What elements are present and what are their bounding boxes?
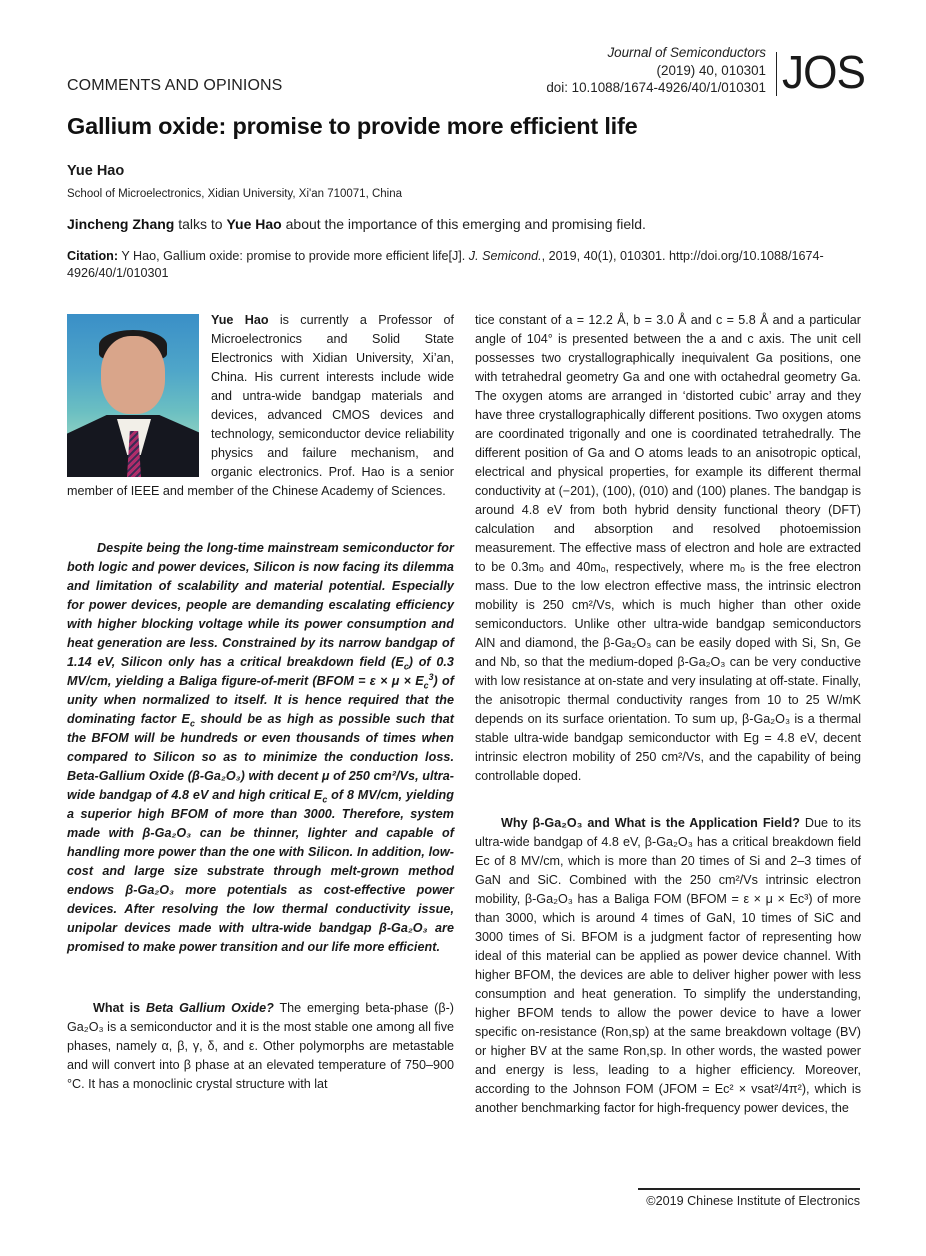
journal-name: Journal of Semiconductors	[607, 45, 766, 60]
copyright-notice: ©2019 Chinese Institute of Electronics	[646, 1194, 860, 1208]
section-heading: What is	[93, 1001, 146, 1015]
bio-text: is currently a Professor of Microelectronics and Solid State Electronics with Xidian University, Xi’an, China. His current interests include wide and untra-wide bandgap materials and devices, advanced CMOS devices and technology, semiconductor device reliability physics and failure mechanism, and organic electronics. Prof. Hao is a senior member of IEEE and member of the Chinese Academy of Sciences.	[67, 313, 454, 498]
superscript: 3	[428, 671, 434, 682]
crystal-structure-paragraph: tice constant of a = 12.2 Å, b = 3.0 Å and c = 5.8 Å and a particular angle of 104° is presented between the a and c axis. The unit cell possesses two crystallographically inequivalent Ga positions, one with tetrahedral geometry Ga and one with octahedral geometry Ga. The oxygen atoms are arranged in ‘distorted cubic’ array and they have three crystallographically different positions. Two oxygen atoms are coordinated trigonally and one is coordinated tetrahedrally. The different position of Ga and O atoms leads to an anisotropic optical, electrical and physical properties, for example its different thermal conductivity at (−201), (100), (010) and (100) planes. The bandgap is around 4.8 eV from both hybrid density functional theory (DFT) calculation and absorption and resolved photoemission measurement. The effective mass of electron and hole are extracted to be 0.3mₒ and 40mₒ, respectively, where mₒ is the free electron mass. Due to the low electron effective mass, the intrinsic electron mobility is 250 cm²/Vs, which is much higher than other oxide semiconductors. Unlike other ultra-wide bandgap semiconductors AlN and diamond, the β-Ga₂O₃ can be easily doped with Si, Sn, Ge and Nb, so that the medium-doped β-Ga₂O₃ can be very conductive with low resistance at on-state and very insulating at off-state. Finally, the anisotropic thermal conductivity ranges from 10 to 25 W/mK depends on its surface orientation. To sum up, β-Ga₂O₃ is a thermal stable ultra-wide bandgap semiconductor with Eg = 4.8 eV, decent intrinsic electron mobility of 250 cm²/Vs, and the capability of being controllable doped.	[475, 313, 861, 783]
abstract	[67, 539, 454, 957]
subscript: c	[403, 661, 409, 672]
photo-face	[101, 336, 165, 414]
bio-name: Yue Hao	[211, 313, 269, 327]
teaser-text: talks to	[174, 216, 227, 232]
left-column	[67, 311, 454, 1094]
section-heading: Why β-Ga₂O₃ and What is the Application Field?	[501, 816, 800, 830]
section-label: COMMENTS AND OPINIONS	[67, 77, 283, 94]
author-photo	[67, 314, 199, 477]
abstract-text: ) of unity when normalized to itself. It is hence required that the dominating factor E	[67, 674, 454, 726]
teaser-line	[67, 216, 646, 232]
abstract-text: ) of 0.3 MV/cm, yielding a Baliga figure-of-merit (BFOM = ε × μ × E	[67, 655, 454, 688]
section-what-is-beta-gallium-oxide	[67, 999, 454, 1094]
interviewee-name: Yue Hao	[226, 216, 282, 232]
teaser-text: about the importance of this emerging and promising field.	[281, 216, 646, 232]
section-heading-emphasis: Beta Gallium Oxide?	[145, 1001, 274, 1015]
author-affiliation: School of Microelectronics, Xidian University, Xi'an 710071, China	[67, 188, 403, 200]
doi-link[interactable]: doi: 10.1088/1674-4926/40/1/010301	[546, 80, 766, 95]
logo-divider	[776, 52, 777, 96]
journal-info	[546, 44, 766, 97]
citation	[67, 248, 862, 282]
citation-doi-link[interactable]: , 2019, 40(1), 010301. http://doi.org/10.1088/1674-4926/40/1/010301	[67, 249, 824, 280]
footer-rule	[638, 1188, 860, 1190]
section-body: Due to its ultra-wide bandgap of 4.8 eV, β-Ga₂O₃ has a critical breakdown field Ec of 8 MV/cm, which is more than 20 times of Si and 2–3 times of GaN and SiC. Combined with the 250 cm²/Vs intrinsic electron mobility, β-Ga₂O₃ has a Baliga FOM (BFOM = ε × μ × Ec³) of more than 3000, which is around 4 times of GaN, 10 times of SiC and 3000 times of Si. BFOM is a judgment factor of representing how ideal of this material can be applied as power device channel. With higher BFOM, the devices are able to deliver higher power with less consumption and heat generation. To simplify the understanding, higher BFOM tends to allow the power device to have a lower specific on-resistance (Ron,sp) at the same breakdown voltage (BV) or higher BV at the same Ron,sp. In other words, the wasted power and energy is less, leading to a higher efficiency. Moreover, according to the Johnson FOM (JFOM = Ec² × vsat²/4π²), which is another benchmarking factor for high-frequency power devices, the	[475, 816, 861, 1115]
right-column	[475, 311, 861, 1118]
citation-text: Y Hao, Gallium oxide: promise to provide more efficient life[J].	[118, 249, 469, 263]
interviewer-name: Jincheng Zhang	[67, 216, 175, 232]
author-bio	[67, 311, 454, 501]
abstract-text: of 8 MV/cm, yielding a superior high BFOM of more than 3000. Therefore, system made with β-Ga₂O₃ can be thinner, lighter and capable of handling more power than the one with Silicon. In addition, low-cost and large size substrate through melt-grown method endows β-Ga₂O₃ more potentials as cost-effective power devices. After resolving the low thermal conductivity issue, unipolar devices made with ultra-wide bandgap β-Ga₂O₃ are promised to make power transition and our life more efficient.	[67, 788, 454, 954]
subscript: c	[322, 794, 328, 805]
author-name: Yue Hao	[67, 163, 125, 179]
subscript: c	[189, 718, 195, 729]
subscript: c	[423, 680, 429, 691]
citation-label: Citation:	[67, 249, 119, 263]
jos-logo: JOS	[782, 46, 866, 98]
journal-abbrev: J. Semicond.	[468, 249, 542, 263]
application-field-paragraph	[475, 814, 861, 1118]
abstract-text: should be as high as possible such that the BFOM will be hundreds or even thousands of times when compared to Silicon so as to minimize the conduction loss. Beta-Gallium Oxide (β-Ga₂O₃) with decent μ of 250 cm²/Vs, ultra-wide bandgap of 4.8 eV and high critical E	[67, 712, 455, 802]
abstract-text: Despite being the long-time mainstream semiconductor for both logic and power devices, Silicon is now facing its dilemma and limitation of scalability and material potential. Especially for power devices, people are demanding escalating efficiency with higher blocking voltage while its power consumption and heat generation are less. Constrained by its narrow bandgap of 1.14 eV, Silicon only has a critical breakdown field (E	[67, 541, 454, 669]
volume-info: (2019) 40, 010301	[656, 62, 766, 78]
article-title: Gallium oxide: promise to provide more efficient life	[67, 113, 638, 139]
section-body: The emerging beta-phase (β-) Ga₂O₃ is a semiconductor and it is the most stable one among all five phases, namely α, β, γ, δ, and ε. Other polymorphs are metastable and will convert into β phase at an elevated temperature of 750–900 °C. It has a monoclinic crystal structure with lat	[67, 1001, 455, 1091]
